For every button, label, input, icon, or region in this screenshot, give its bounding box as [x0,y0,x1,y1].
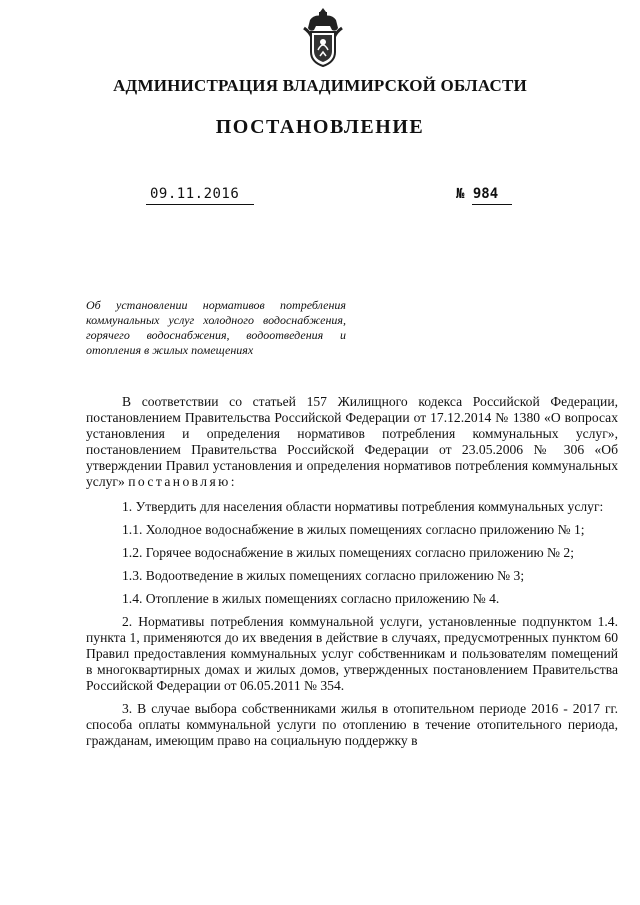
document-body [86,394,618,758]
document-subject: Об установлении нормативов потребления коммунальных услуг холодного водоснабжения, горячего водоснабжения, водоотведения и отопления в жилых помещениях [86,298,346,357]
document-date: 09.11.2016 [150,186,240,202]
paragraph-1-1: 1.1. Холодное водоснабжение в жилых помещениях согласно приложению № 1; [122,522,585,537]
coat-of-arms-emblem [298,6,348,68]
number-label: № [456,186,465,202]
paragraph-1-3: 1.3. Водоотведение в жилых помещениях согласно приложению № 3; [122,568,525,583]
resolve-word: постановляю: [128,474,237,489]
organization-name: АДМИНИСТРАЦИЯ ВЛАДИМИРСКОЙ ОБЛАСТИ [113,76,527,95]
paragraph-1-2: 1.2. Горячее водоснабжение в жилых помещениях согласно приложению № 2; [122,545,574,560]
date-underline [146,204,254,205]
paragraph-1: 1. Утвердить для населения области нормативы потребления коммунальных услуг: [122,499,604,514]
paragraph-2: 2. Нормативы потребления коммунальной услуги, установленные подпунктом 1.4. пункта 1, применяются до их введения в действие в случаях, предусмотренных пунктом 60 Правил предоставления коммунальных услуг собственникам и пользователям помещений в многоквартирных домах и жилых домов, утвержденных постановлением Правительства Российской Федерации от 06.05.2011 № 354. [86,614,618,693]
preamble-paragraph [86,394,618,490]
preamble-text: В соответствии со статьей 157 Жилищного кодекса Российской Федерации, постановлением Правительства Российской Федерации от 17.12.2014 № 1380 «О вопросах установления и определения нормативов потребления коммунальных услуг», постановлением Правительства Российской Федерации от 23.05.2006 № 306 «Об утверждении Правил установления и определения нормативов потребления коммунальных услуг» [86,394,618,489]
number-underline [472,204,512,205]
document-type: ПОСТАНОВЛЕНИЕ [215,116,425,138]
number-value: 984 [472,186,499,202]
paragraph-3: 3. В случае выбора собственниками жилья в отопительном периоде 2016 - 2017 гг. способа оплаты коммунальной услуги по отоплению в течение отопительного периода, гражданам, имеющим право на социальную поддержку в [86,701,618,748]
paragraph-1-4: 1.4. Отопление в жилых помещениях согласно приложению № 4. [122,591,500,606]
document-number [456,186,498,202]
